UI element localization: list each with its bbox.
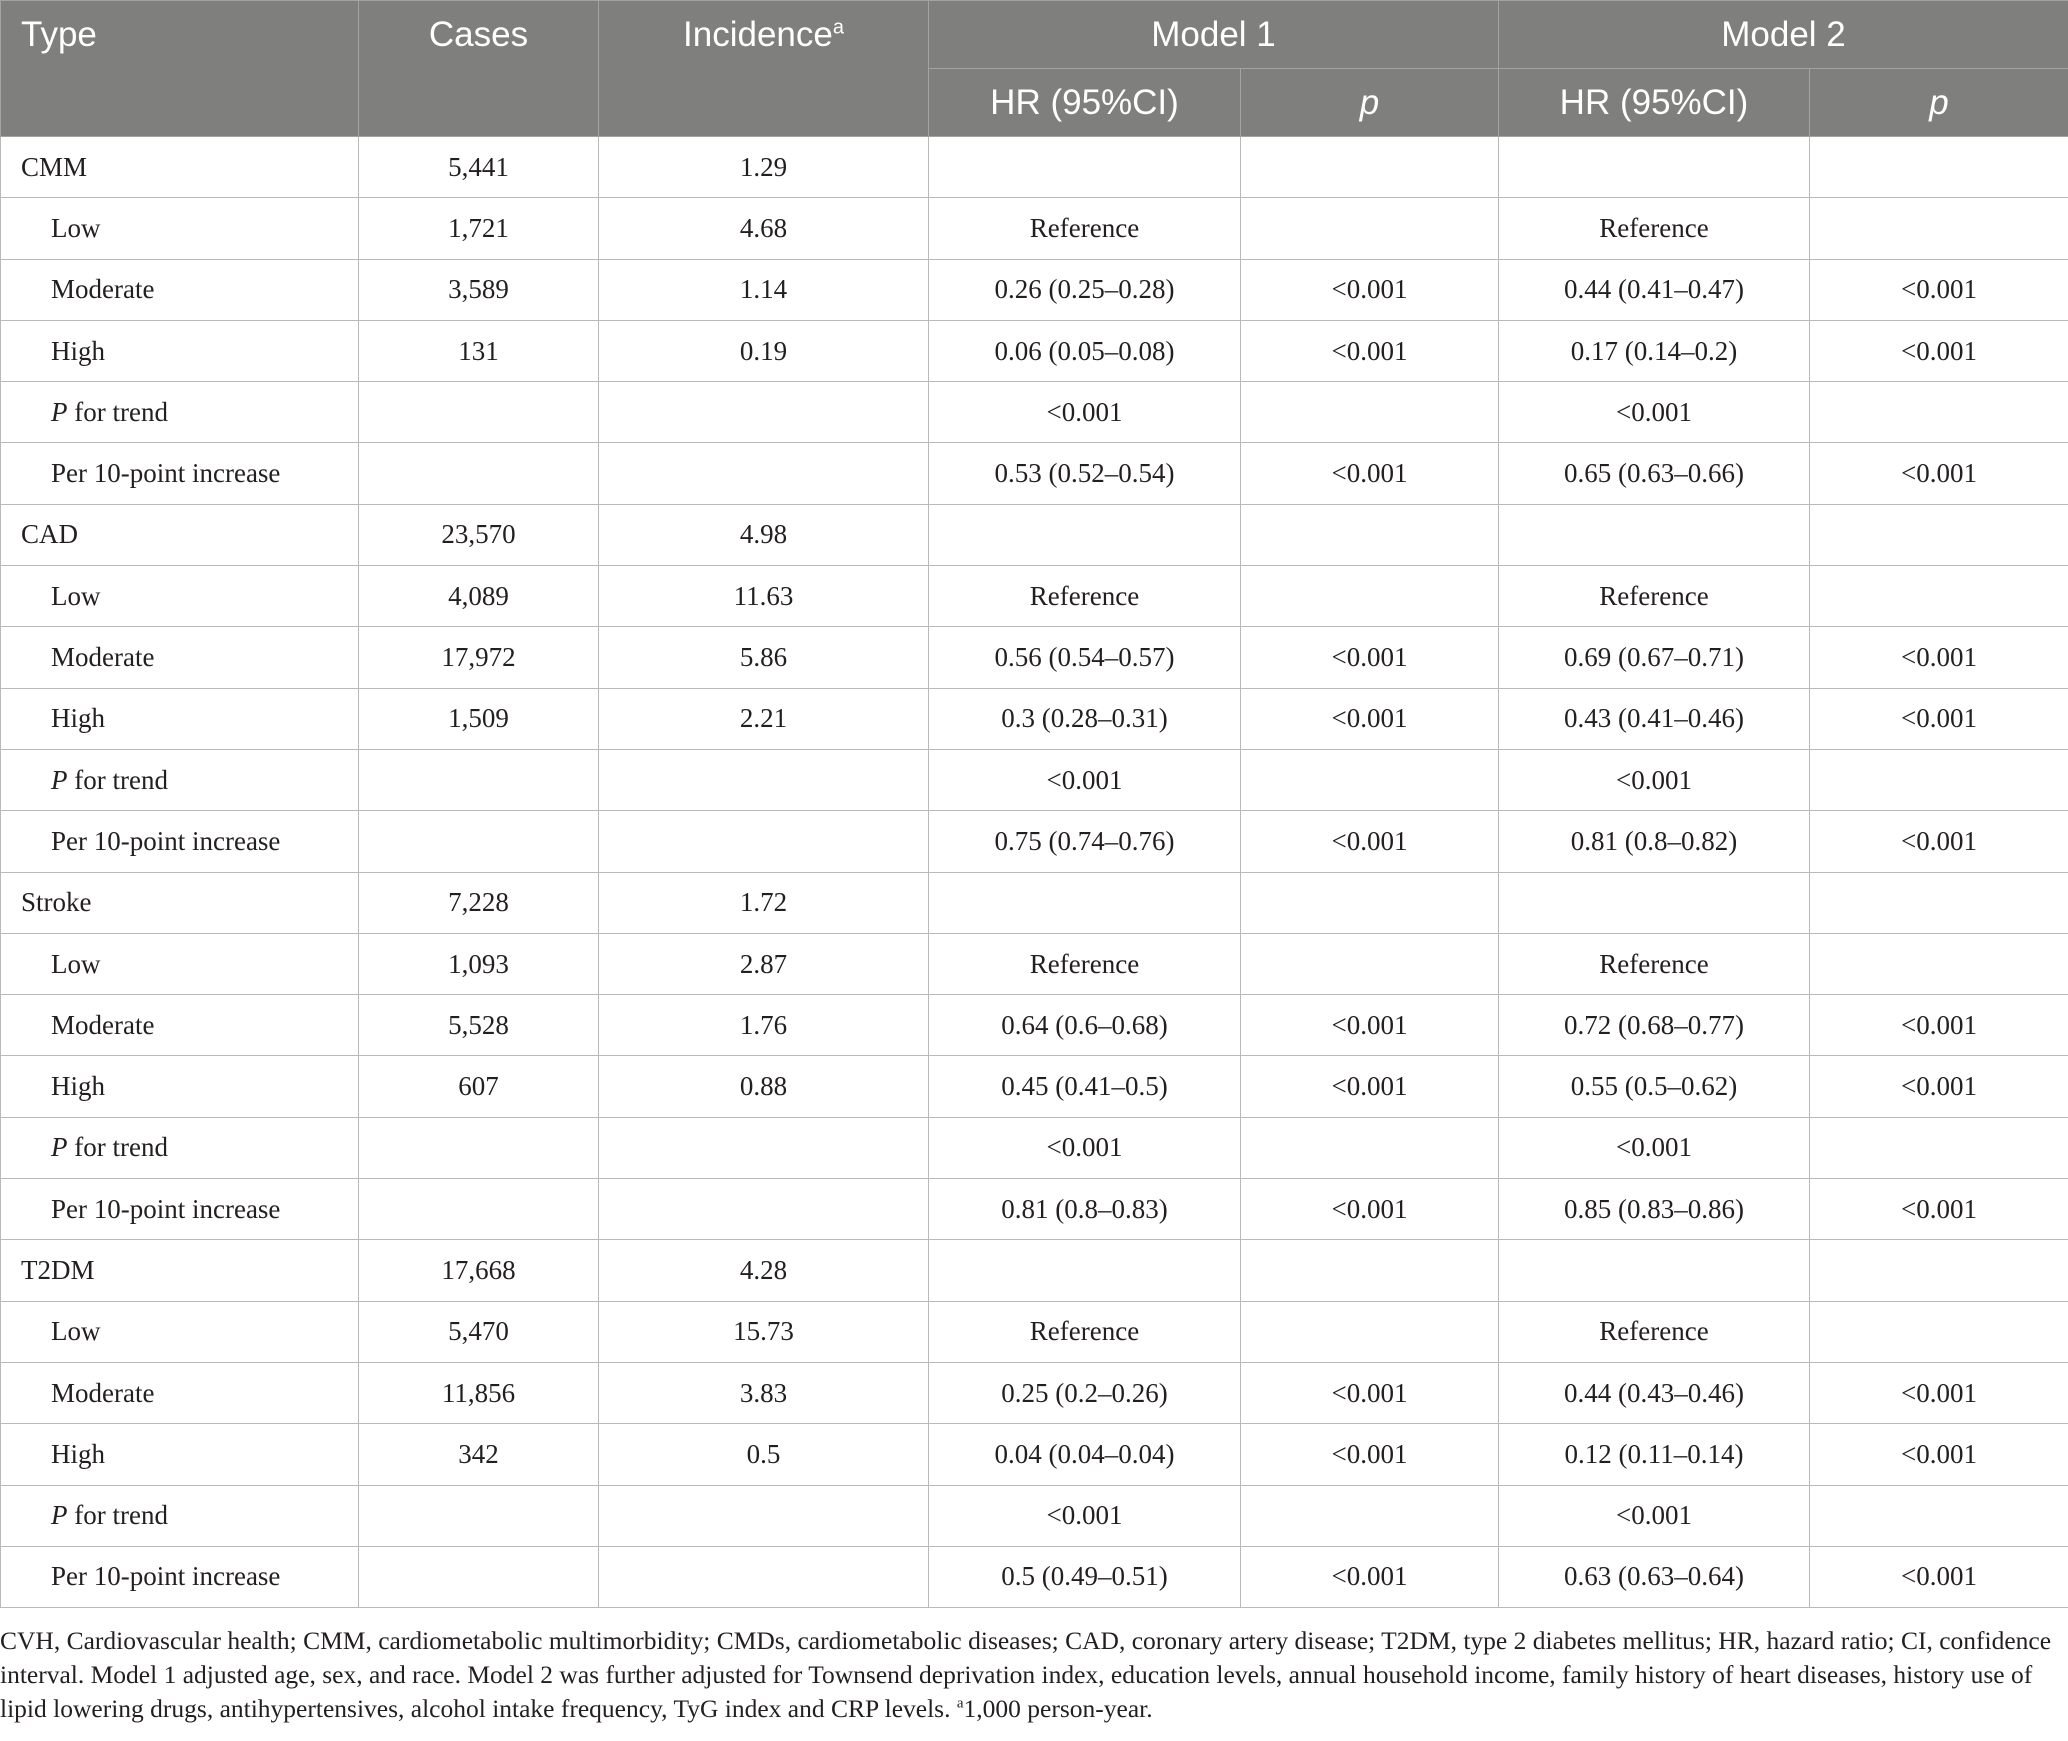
- cell-model2-p: <0.001: [1810, 627, 2068, 688]
- cell-type-label: [1, 1117, 359, 1178]
- cell-model2-hr: 0.69 (0.67–0.71): [1499, 627, 1810, 688]
- cell-incidence: [599, 749, 929, 810]
- cell-model2-hr: 0.55 (0.5–0.62): [1499, 1056, 1810, 1117]
- cell-model1-p: <0.001: [1241, 259, 1499, 320]
- footnote-sup-text: 1,000 person-year.: [963, 1694, 1153, 1723]
- row-label-text: Low: [51, 948, 101, 979]
- cell-incidence: 1.14: [599, 259, 929, 320]
- cell-incidence: 11.63: [599, 566, 929, 627]
- cell-model1-p: <0.001: [1241, 1546, 1499, 1607]
- cell-type-label: [1, 749, 359, 810]
- cell-cases: 17,972: [359, 627, 599, 688]
- cell-type-label: [1, 1546, 359, 1607]
- cell-type-label: [1, 1362, 359, 1423]
- table-group-row: [1, 872, 2068, 933]
- cell-model2-hr: 0.12 (0.11–0.14): [1499, 1424, 1810, 1485]
- cell-model1-hr: 0.56 (0.54–0.57): [929, 627, 1241, 688]
- cell-cases: 5,470: [359, 1301, 599, 1362]
- table-group-row: [1, 1240, 2068, 1301]
- cell-model1-p: <0.001: [1241, 627, 1499, 688]
- row-label-text: for trend: [67, 764, 168, 795]
- cell-model1-hr: 0.5 (0.49–0.51): [929, 1546, 1241, 1607]
- cell-type-label: [1, 1056, 359, 1117]
- row-label-text: Per 10-point increase: [51, 825, 281, 856]
- table-row: [1, 1362, 2068, 1423]
- row-label-text: CMM: [21, 151, 88, 182]
- italic-p-label: P: [51, 1132, 68, 1163]
- cell-model1-hr: 0.53 (0.52–0.54): [929, 443, 1241, 504]
- cell-model2-hr: 0.44 (0.43–0.46): [1499, 1362, 1810, 1423]
- cell-incidence: [599, 382, 929, 443]
- cell-incidence: 4.28: [599, 1240, 929, 1301]
- table-header: [1, 1, 2068, 137]
- cell-type-label: [1, 137, 359, 198]
- cell-model2-hr: <0.001: [1499, 382, 1810, 443]
- cell-type-label: [1, 566, 359, 627]
- table-row: [1, 382, 2068, 443]
- cell-incidence: 0.88: [599, 1056, 929, 1117]
- italic-p-label: P: [51, 764, 68, 795]
- cell-model1-hr: 0.26 (0.25–0.28): [929, 259, 1241, 320]
- table-row: [1, 320, 2068, 381]
- cell-model2-p: [1810, 1117, 2068, 1178]
- cell-cases: 23,570: [359, 504, 599, 565]
- row-label-text: T2DM: [21, 1254, 95, 1285]
- cell-model2-p: <0.001: [1810, 259, 2068, 320]
- cell-incidence: [599, 443, 929, 504]
- cell-model1-hr: Reference: [929, 566, 1241, 627]
- cell-cases: 3,589: [359, 259, 599, 320]
- cell-cases: 131: [359, 320, 599, 381]
- table-row: [1, 749, 2068, 810]
- row-label-text: for trend: [67, 1132, 168, 1163]
- row-label-text: Moderate: [51, 1009, 155, 1040]
- row-label-text: High: [51, 1438, 105, 1469]
- cell-incidence: 3.83: [599, 1362, 929, 1423]
- cell-model2-p: [1810, 1485, 2068, 1546]
- cell-model1-hr: 0.06 (0.05–0.08): [929, 320, 1241, 381]
- cell-model2-hr: Reference: [1499, 1301, 1810, 1362]
- cell-model1-p: [1241, 933, 1499, 994]
- cell-model2-p: [1810, 872, 2068, 933]
- row-label-text: High: [51, 703, 105, 734]
- cell-type-label: [1, 995, 359, 1056]
- cell-model1-hr: 0.45 (0.41–0.5): [929, 1056, 1241, 1117]
- cell-model2-p: [1810, 382, 2068, 443]
- cell-model1-hr: [929, 137, 1241, 198]
- cell-cases: [359, 382, 599, 443]
- cell-incidence: 4.98: [599, 504, 929, 565]
- cell-model2-p: [1810, 1240, 2068, 1301]
- cell-cases: 17,668: [359, 1240, 599, 1301]
- cell-incidence: [599, 1179, 929, 1240]
- cell-model2-p: <0.001: [1810, 1056, 2068, 1117]
- row-label-text: High: [51, 335, 105, 366]
- cell-model2-hr: 0.81 (0.8–0.82): [1499, 811, 1810, 872]
- table-row: [1, 1056, 2068, 1117]
- cell-type-label: [1, 1301, 359, 1362]
- cell-model1-p: [1241, 566, 1499, 627]
- row-label-text: for trend: [67, 1500, 168, 1531]
- cell-type-label: [1, 1179, 359, 1240]
- table-row: [1, 1301, 2068, 1362]
- table-row: [1, 198, 2068, 259]
- header-model2-p: p: [1810, 69, 2068, 137]
- cell-model2-p: [1810, 198, 2068, 259]
- incidence-footnote-marker: a: [832, 16, 844, 39]
- header-incidence: Incidence$^a$: [599, 1, 929, 137]
- cell-model1-p: [1241, 382, 1499, 443]
- cell-model1-p: [1241, 872, 1499, 933]
- cell-model1-p: <0.001: [1241, 443, 1499, 504]
- cell-type-label: [1, 443, 359, 504]
- table-row: [1, 1485, 2068, 1546]
- cell-model1-hr: <0.001: [929, 749, 1241, 810]
- table-footnote: [0, 1624, 2060, 1726]
- table-row: [1, 1179, 2068, 1240]
- cell-type-label: [1, 1485, 359, 1546]
- cell-cases: 11,856: [359, 1362, 599, 1423]
- cell-model1-hr: [929, 872, 1241, 933]
- cell-model1-p: <0.001: [1241, 1056, 1499, 1117]
- cell-model2-p: <0.001: [1810, 995, 2068, 1056]
- cell-model1-p: [1241, 1301, 1499, 1362]
- cell-model2-hr: Reference: [1499, 933, 1810, 994]
- table-row: [1, 566, 2068, 627]
- table-body: [1, 137, 2068, 1608]
- cell-model1-p: <0.001: [1241, 320, 1499, 381]
- cell-model2-hr: <0.001: [1499, 1117, 1810, 1178]
- cell-cases: 1,509: [359, 688, 599, 749]
- table-group-row: [1, 137, 2068, 198]
- cell-model2-hr: 0.43 (0.41–0.46): [1499, 688, 1810, 749]
- cell-incidence: 4.68: [599, 198, 929, 259]
- cell-cases: 5,441: [359, 137, 599, 198]
- cell-model1-hr: <0.001: [929, 1485, 1241, 1546]
- cell-model1-p: <0.001: [1241, 811, 1499, 872]
- cell-model2-hr: 0.72 (0.68–0.77): [1499, 995, 1810, 1056]
- cell-model1-hr: Reference: [929, 1301, 1241, 1362]
- cell-cases: [359, 1485, 599, 1546]
- cell-model2-p: [1810, 933, 2068, 994]
- cell-model2-hr: Reference: [1499, 566, 1810, 627]
- header-model-1: Model 1: [929, 1, 1499, 69]
- cell-cases: 342: [359, 1424, 599, 1485]
- cell-model2-hr: Reference: [1499, 198, 1810, 259]
- cell-model1-hr: <0.001: [929, 1117, 1241, 1178]
- cell-type-label: [1, 320, 359, 381]
- cell-model1-p: <0.001: [1241, 995, 1499, 1056]
- cell-model2-hr: 0.44 (0.41–0.47): [1499, 259, 1810, 320]
- cell-cases: 607: [359, 1056, 599, 1117]
- cell-model1-p: [1241, 137, 1499, 198]
- cell-model1-hr: 0.3 (0.28–0.31): [929, 688, 1241, 749]
- cell-model2-p: [1810, 749, 2068, 810]
- cell-type-label: [1, 259, 359, 320]
- cell-model2-p: <0.001: [1810, 1179, 2068, 1240]
- cell-cases: 1,093: [359, 933, 599, 994]
- cell-cases: 4,089: [359, 566, 599, 627]
- cell-incidence: [599, 1546, 929, 1607]
- cell-model2-p: <0.001: [1810, 1362, 2068, 1423]
- cell-model1-p: [1241, 198, 1499, 259]
- cell-cases: [359, 749, 599, 810]
- cell-cases: [359, 811, 599, 872]
- cell-type-label: [1, 1240, 359, 1301]
- cell-model2-p: [1810, 137, 2068, 198]
- cell-model2-p: [1810, 566, 2068, 627]
- table-row: [1, 688, 2068, 749]
- cell-model2-p: <0.001: [1810, 443, 2068, 504]
- cell-type-label: [1, 627, 359, 688]
- row-label-text: Moderate: [51, 642, 155, 673]
- cell-type-label: [1, 811, 359, 872]
- header-cases: Cases: [359, 1, 599, 137]
- cell-model2-p: [1810, 1301, 2068, 1362]
- cell-model1-hr: 0.04 (0.04–0.04): [929, 1424, 1241, 1485]
- cell-cases: [359, 1117, 599, 1178]
- cell-model1-p: <0.001: [1241, 1179, 1499, 1240]
- italic-p-label: P: [51, 396, 68, 427]
- cell-model2-p: <0.001: [1810, 811, 2068, 872]
- row-label-text: Moderate: [51, 1377, 155, 1408]
- table-group-row: [1, 504, 2068, 565]
- cell-model2-p: <0.001: [1810, 320, 2068, 381]
- cell-model2-hr: 0.17 (0.14–0.2): [1499, 320, 1810, 381]
- cell-model2-hr: [1499, 504, 1810, 565]
- cell-type-label: [1, 872, 359, 933]
- header-model-2: Model 2: [1499, 1, 2068, 69]
- footnote-marker: a: [956, 1695, 964, 1712]
- cell-model1-hr: <0.001: [929, 382, 1241, 443]
- header-model1-p: p: [1241, 69, 1499, 137]
- cell-incidence: [599, 1485, 929, 1546]
- cell-model1-hr: 0.25 (0.2–0.26): [929, 1362, 1241, 1423]
- table-row: [1, 811, 2068, 872]
- row-label-text: High: [51, 1071, 105, 1102]
- cell-model2-hr: 0.65 (0.63–0.66): [1499, 443, 1810, 504]
- cell-model1-hr: [929, 1240, 1241, 1301]
- cell-type-label: [1, 1424, 359, 1485]
- cell-model1-hr: [929, 504, 1241, 565]
- footnote-text: CVH, Cardiovascular health; CMM, cardiometabolic multimorbidity; CMDs, cardiometabolic diseases; CAD, coronary artery disease; T2DM, type 2 diabetes mellitus; HR, hazard ratio; CI, confidence interval. Model 1 adjusted age, sex, and race. Model 2 was further adjusted for Townsend deprivation index, education levels, annual household income, family history of heart diseases, history use of lipid lowering drugs, antihypertensives, alcohol intake frequency, TyG index and CRP levels.: [0, 1626, 2052, 1723]
- row-label-text: Per 10-point increase: [51, 458, 281, 489]
- cell-incidence: 5.86: [599, 627, 929, 688]
- cell-cases: 1,721: [359, 198, 599, 259]
- header-model2-hr: HR (95%CI): [1499, 69, 1810, 137]
- cell-incidence: 0.19: [599, 320, 929, 381]
- cell-model1-p: [1241, 1117, 1499, 1178]
- table-row: [1, 259, 2068, 320]
- cell-model2-hr: 0.85 (0.83–0.86): [1499, 1179, 1810, 1240]
- row-label-text: for trend: [67, 396, 168, 427]
- cell-cases: 5,528: [359, 995, 599, 1056]
- cell-model1-p: [1241, 504, 1499, 565]
- cell-model2-p: <0.001: [1810, 1546, 2068, 1607]
- table-row: [1, 995, 2068, 1056]
- cell-model2-p: <0.001: [1810, 688, 2068, 749]
- cell-model1-p: <0.001: [1241, 1424, 1499, 1485]
- table-row: [1, 1546, 2068, 1607]
- cell-model1-hr: 0.64 (0.6–0.68): [929, 995, 1241, 1056]
- row-label-text: Stroke: [21, 887, 92, 918]
- cell-type-label: [1, 382, 359, 443]
- cell-cases: [359, 443, 599, 504]
- cell-model2-hr: 0.63 (0.63–0.64): [1499, 1546, 1810, 1607]
- cell-incidence: 1.29: [599, 137, 929, 198]
- row-label-text: Low: [51, 212, 101, 243]
- row-label-text: Per 10-point increase: [51, 1561, 281, 1592]
- row-label-text: Low: [51, 1316, 101, 1347]
- cell-incidence: 0.5: [599, 1424, 929, 1485]
- table-row: [1, 1424, 2068, 1485]
- cell-model1-hr: Reference: [929, 933, 1241, 994]
- cell-cases: [359, 1546, 599, 1607]
- cell-incidence: 1.72: [599, 872, 929, 933]
- cell-model2-hr: [1499, 1240, 1810, 1301]
- cell-model2-p: [1810, 504, 2068, 565]
- cell-model1-hr: Reference: [929, 198, 1241, 259]
- row-label-text: Per 10-point increase: [51, 1193, 281, 1224]
- cell-type-label: [1, 504, 359, 565]
- cell-model2-hr: <0.001: [1499, 749, 1810, 810]
- table-row: [1, 933, 2068, 994]
- cell-cases: [359, 1179, 599, 1240]
- header-type: Type: [1, 1, 359, 137]
- cell-model1-p: [1241, 1240, 1499, 1301]
- table-row: [1, 627, 2068, 688]
- cell-type-label: [1, 198, 359, 259]
- cell-model2-p: <0.001: [1810, 1424, 2068, 1485]
- header-model1-hr: HR (95%CI): [929, 69, 1241, 137]
- cell-model1-hr: 0.75 (0.74–0.76): [929, 811, 1241, 872]
- cell-incidence: [599, 1117, 929, 1178]
- cell-model1-p: <0.001: [1241, 688, 1499, 749]
- cell-type-label: [1, 688, 359, 749]
- row-label-text: Low: [51, 580, 101, 611]
- row-label-text: CAD: [21, 519, 79, 550]
- cell-model1-p: [1241, 1485, 1499, 1546]
- row-label-text: Moderate: [51, 274, 155, 305]
- cell-incidence: 2.87: [599, 933, 929, 994]
- cell-incidence: 2.21: [599, 688, 929, 749]
- cell-model1-p: <0.001: [1241, 1362, 1499, 1423]
- italic-p-label: P: [51, 1500, 68, 1531]
- cell-model2-hr: [1499, 872, 1810, 933]
- table-row: [1, 443, 2068, 504]
- cell-type-label: [1, 933, 359, 994]
- cell-incidence: 15.73: [599, 1301, 929, 1362]
- cell-incidence: 1.76: [599, 995, 929, 1056]
- table-row: [1, 1117, 2068, 1178]
- cell-incidence: [599, 811, 929, 872]
- cell-model1-p: [1241, 749, 1499, 810]
- cell-model1-hr: 0.81 (0.8–0.83): [929, 1179, 1241, 1240]
- cell-model2-hr: [1499, 137, 1810, 198]
- cell-cases: 7,228: [359, 872, 599, 933]
- cell-model2-hr: <0.001: [1499, 1485, 1810, 1546]
